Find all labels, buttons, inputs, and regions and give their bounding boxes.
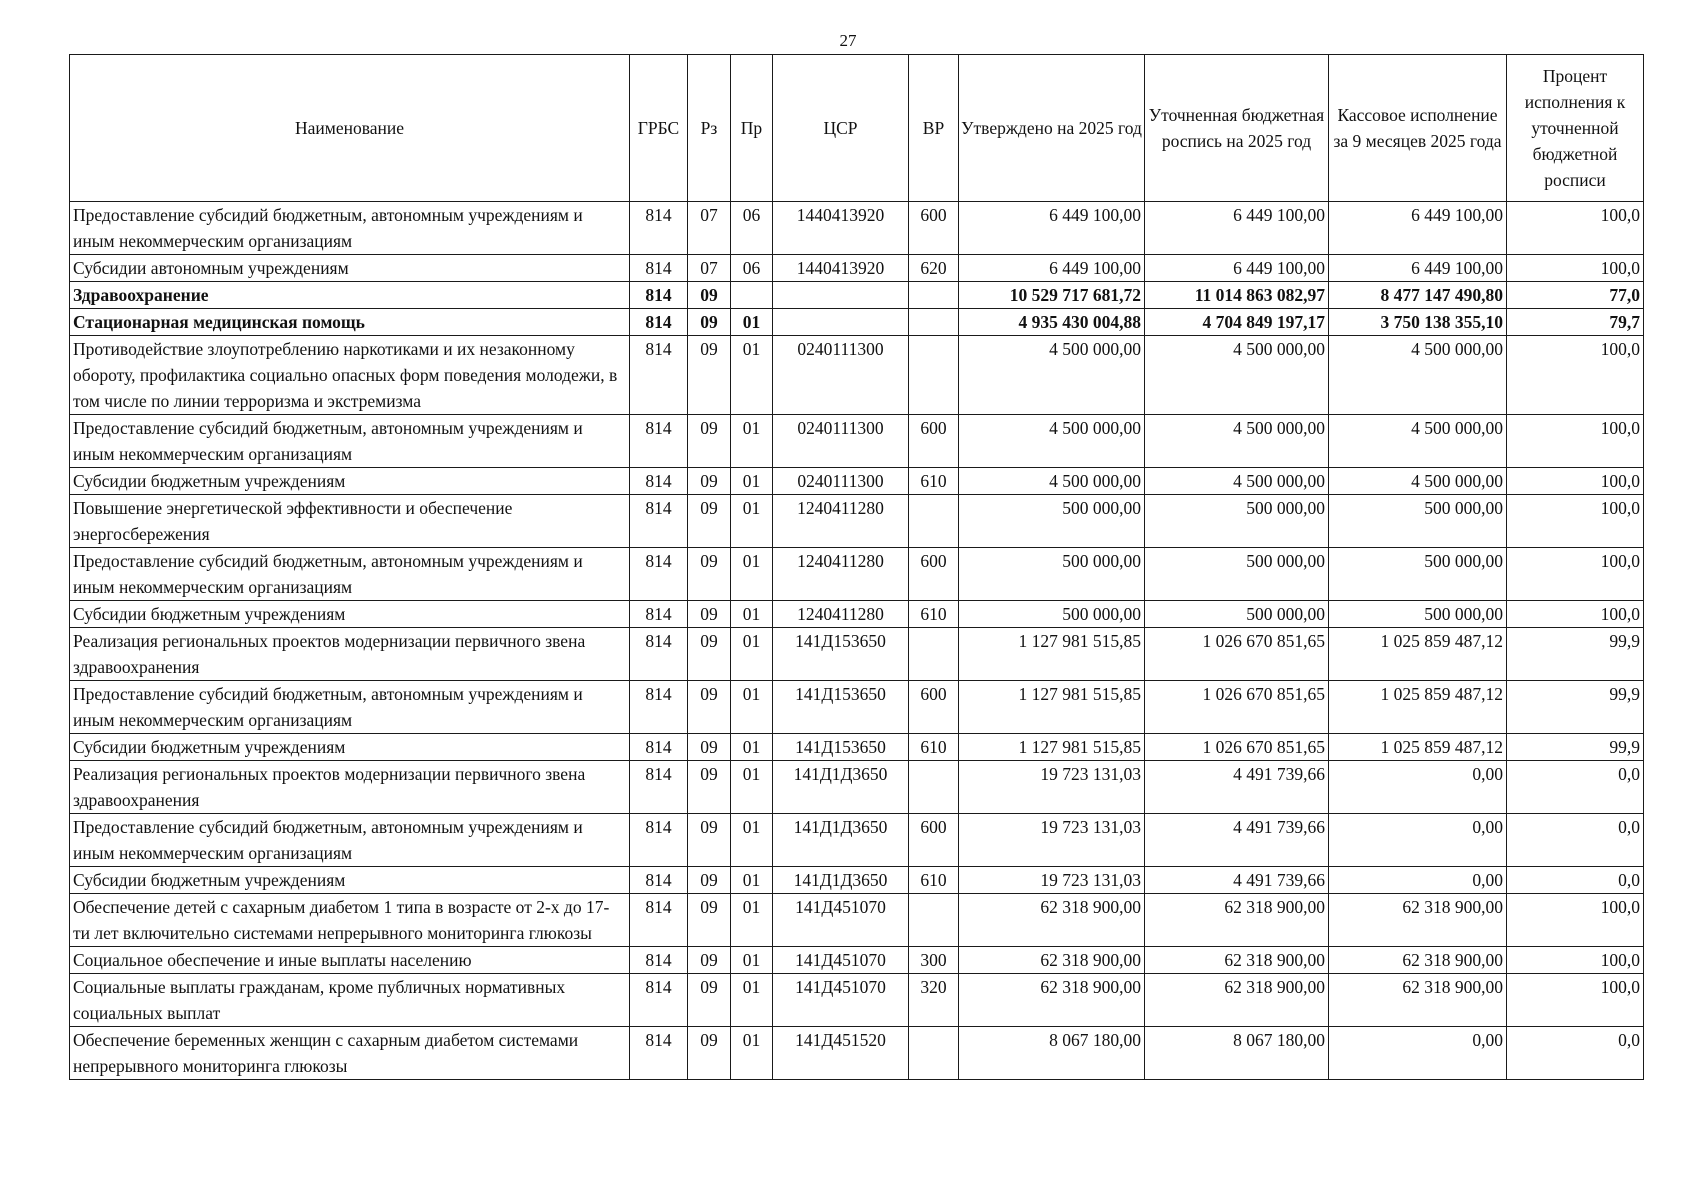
cell-refined: 1 026 670 851,65	[1145, 734, 1329, 761]
cell-percent: 100,0	[1507, 548, 1644, 601]
cell-percent: 100,0	[1507, 495, 1644, 548]
cell-csr: 1240411280	[773, 495, 909, 548]
cell-percent: 100,0	[1507, 336, 1644, 415]
cell-vr: 610	[909, 867, 959, 894]
cell-vr: 610	[909, 468, 959, 495]
cell-name: Реализация региональных проектов модернизации первичного звена здравоохранения	[70, 628, 630, 681]
cell-grbs: 814	[630, 814, 688, 867]
cell-rz: 09	[688, 894, 731, 947]
cell-approved: 1 127 981 515,85	[959, 681, 1145, 734]
cell-grbs: 814	[630, 255, 688, 282]
cell-rz: 07	[688, 255, 731, 282]
cell-executed: 1 025 859 487,12	[1329, 681, 1507, 734]
cell-name: Реализация региональных проектов модернизации первичного звена здравоохранения	[70, 761, 630, 814]
table-row	[70, 867, 1644, 894]
cell-grbs: 814	[630, 468, 688, 495]
table-row	[70, 255, 1644, 282]
table-row	[70, 468, 1644, 495]
cell-pr: 01	[731, 415, 773, 468]
cell-name: Субсидии бюджетным учреждениям	[70, 867, 630, 894]
cell-executed: 0,00	[1329, 1027, 1507, 1080]
cell-name: Предоставление субсидий бюджетным, автономным учреждениям и иным некоммерческим организациям	[70, 202, 630, 255]
cell-executed: 8 477 147 490,80	[1329, 282, 1507, 309]
cell-refined: 4 704 849 197,17	[1145, 309, 1329, 336]
cell-approved: 62 318 900,00	[959, 974, 1145, 1027]
cell-pr: 01	[731, 1027, 773, 1080]
cell-csr: 141Д451070	[773, 974, 909, 1027]
header-name: Наименование	[70, 55, 630, 202]
table-row	[70, 761, 1644, 814]
cell-grbs: 814	[630, 867, 688, 894]
cell-csr: 0240111300	[773, 336, 909, 415]
cell-grbs: 814	[630, 1027, 688, 1080]
cell-percent: 79,7	[1507, 309, 1644, 336]
cell-percent: 100,0	[1507, 601, 1644, 628]
cell-approved: 1 127 981 515,85	[959, 734, 1145, 761]
cell-csr: 1440413920	[773, 255, 909, 282]
cell-approved: 8 067 180,00	[959, 1027, 1145, 1080]
cell-csr: 1240411280	[773, 548, 909, 601]
cell-name: Субсидии бюджетным учреждениям	[70, 601, 630, 628]
cell-csr: 0240111300	[773, 415, 909, 468]
cell-pr: 01	[731, 814, 773, 867]
cell-percent: 0,0	[1507, 814, 1644, 867]
cell-refined: 62 318 900,00	[1145, 894, 1329, 947]
cell-rz: 09	[688, 548, 731, 601]
cell-csr: 141Д451520	[773, 1027, 909, 1080]
cell-vr: 320	[909, 974, 959, 1027]
cell-rz: 09	[688, 1027, 731, 1080]
cell-name: Стационарная медицинская помощь	[70, 309, 630, 336]
cell-csr: 141Д1Д3650	[773, 814, 909, 867]
table-row	[70, 681, 1644, 734]
header-pr: Пр	[731, 55, 773, 202]
cell-name: Субсидии автономным учреждениям	[70, 255, 630, 282]
cell-name: Социальные выплаты гражданам, кроме публичных нормативных социальных выплат	[70, 974, 630, 1027]
cell-executed: 0,00	[1329, 814, 1507, 867]
page-number: 27	[839, 31, 857, 50]
header-refined: Уточненная бюджетная роспись на 2025 год	[1145, 55, 1329, 202]
cell-rz: 09	[688, 309, 731, 336]
cell-grbs: 814	[630, 947, 688, 974]
table-row	[70, 814, 1644, 867]
cell-pr: 01	[731, 974, 773, 1027]
cell-approved: 19 723 131,03	[959, 867, 1145, 894]
cell-rz: 09	[688, 336, 731, 415]
cell-pr: 01	[731, 761, 773, 814]
cell-rz: 09	[688, 681, 731, 734]
cell-csr: 141Д451070	[773, 894, 909, 947]
table-row	[70, 495, 1644, 548]
cell-grbs: 814	[630, 734, 688, 761]
header-rz: Рз	[688, 55, 731, 202]
table-row	[70, 601, 1644, 628]
cell-vr	[909, 628, 959, 681]
cell-rz: 09	[688, 947, 731, 974]
header-percent: Процент исполнения к уточненной бюджетной росписи	[1507, 55, 1644, 202]
table-body	[70, 202, 1644, 1080]
cell-vr: 300	[909, 947, 959, 974]
cell-grbs: 814	[630, 415, 688, 468]
cell-vr: 600	[909, 814, 959, 867]
cell-percent: 100,0	[1507, 202, 1644, 255]
cell-refined: 4 491 739,66	[1145, 867, 1329, 894]
cell-refined: 8 067 180,00	[1145, 1027, 1329, 1080]
cell-name: Социальное обеспечение и иные выплаты населению	[70, 947, 630, 974]
cell-vr	[909, 495, 959, 548]
table-row	[70, 415, 1644, 468]
cell-percent: 100,0	[1507, 255, 1644, 282]
cell-vr: 620	[909, 255, 959, 282]
cell-approved: 6 449 100,00	[959, 202, 1145, 255]
cell-csr: 1440413920	[773, 202, 909, 255]
cell-csr	[773, 282, 909, 309]
cell-grbs: 814	[630, 974, 688, 1027]
cell-rz: 09	[688, 468, 731, 495]
cell-vr: 610	[909, 601, 959, 628]
cell-percent: 0,0	[1507, 1027, 1644, 1080]
cell-approved: 4 500 000,00	[959, 415, 1145, 468]
cell-refined: 500 000,00	[1145, 548, 1329, 601]
cell-rz: 09	[688, 734, 731, 761]
cell-refined: 4 500 000,00	[1145, 415, 1329, 468]
cell-vr	[909, 309, 959, 336]
cell-percent: 100,0	[1507, 894, 1644, 947]
cell-executed: 6 449 100,00	[1329, 202, 1507, 255]
cell-csr: 141Д153650	[773, 681, 909, 734]
cell-percent: 100,0	[1507, 415, 1644, 468]
cell-vr: 600	[909, 681, 959, 734]
cell-executed: 0,00	[1329, 867, 1507, 894]
cell-csr: 141Д1Д3650	[773, 867, 909, 894]
cell-pr: 01	[731, 495, 773, 548]
cell-executed: 4 500 000,00	[1329, 468, 1507, 495]
cell-vr: 600	[909, 202, 959, 255]
cell-grbs: 814	[630, 202, 688, 255]
cell-pr: 01	[731, 468, 773, 495]
cell-executed: 62 318 900,00	[1329, 974, 1507, 1027]
cell-grbs: 814	[630, 282, 688, 309]
cell-vr	[909, 1027, 959, 1080]
cell-approved: 19 723 131,03	[959, 761, 1145, 814]
cell-vr	[909, 894, 959, 947]
cell-approved: 500 000,00	[959, 495, 1145, 548]
cell-executed: 0,00	[1329, 761, 1507, 814]
cell-name: Субсидии бюджетным учреждениям	[70, 468, 630, 495]
cell-approved: 6 449 100,00	[959, 255, 1145, 282]
cell-name: Повышение энергетической эффективности и обеспечение энергосбережения	[70, 495, 630, 548]
header-approved: Утверждено на 2025 год	[959, 55, 1145, 202]
cell-refined: 6 449 100,00	[1145, 202, 1329, 255]
cell-rz: 09	[688, 282, 731, 309]
cell-pr: 06	[731, 255, 773, 282]
cell-name: Предоставление субсидий бюджетным, автономным учреждениям и иным некоммерческим организациям	[70, 681, 630, 734]
cell-percent: 99,9	[1507, 681, 1644, 734]
cell-rz: 09	[688, 628, 731, 681]
table-header-row	[70, 55, 1644, 202]
cell-executed: 6 449 100,00	[1329, 255, 1507, 282]
cell-approved: 500 000,00	[959, 548, 1145, 601]
cell-refined: 62 318 900,00	[1145, 947, 1329, 974]
table-row	[70, 282, 1644, 309]
cell-vr: 610	[909, 734, 959, 761]
header-csr: ЦСР	[773, 55, 909, 202]
cell-pr: 01	[731, 947, 773, 974]
table-row	[70, 974, 1644, 1027]
cell-refined: 4 500 000,00	[1145, 336, 1329, 415]
cell-refined: 1 026 670 851,65	[1145, 628, 1329, 681]
cell-approved: 4 500 000,00	[959, 468, 1145, 495]
cell-refined: 4 500 000,00	[1145, 468, 1329, 495]
cell-vr	[909, 282, 959, 309]
cell-executed: 4 500 000,00	[1329, 415, 1507, 468]
cell-approved: 62 318 900,00	[959, 894, 1145, 947]
cell-percent: 0,0	[1507, 867, 1644, 894]
cell-pr: 01	[731, 336, 773, 415]
cell-approved: 19 723 131,03	[959, 814, 1145, 867]
cell-percent: 99,9	[1507, 628, 1644, 681]
cell-pr: 01	[731, 681, 773, 734]
cell-pr: 01	[731, 628, 773, 681]
cell-rz: 09	[688, 867, 731, 894]
budget-table	[69, 54, 1644, 1080]
header-grbs: ГРБС	[630, 55, 688, 202]
cell-percent: 0,0	[1507, 761, 1644, 814]
cell-rz: 09	[688, 601, 731, 628]
cell-csr: 141Д1Д3650	[773, 761, 909, 814]
cell-refined: 4 491 739,66	[1145, 761, 1329, 814]
cell-grbs: 814	[630, 336, 688, 415]
cell-refined: 62 318 900,00	[1145, 974, 1329, 1027]
table-row	[70, 734, 1644, 761]
cell-pr	[731, 282, 773, 309]
cell-rz: 09	[688, 761, 731, 814]
cell-name: Субсидии бюджетным учреждениям	[70, 734, 630, 761]
cell-pr: 06	[731, 202, 773, 255]
cell-executed: 62 318 900,00	[1329, 947, 1507, 974]
cell-grbs: 814	[630, 894, 688, 947]
cell-csr: 1240411280	[773, 601, 909, 628]
cell-vr	[909, 336, 959, 415]
cell-refined: 1 026 670 851,65	[1145, 681, 1329, 734]
cell-name: Предоставление субсидий бюджетным, автономным учреждениям и иным некоммерческим организациям	[70, 814, 630, 867]
cell-csr	[773, 309, 909, 336]
header-vr: ВР	[909, 55, 959, 202]
cell-executed: 4 500 000,00	[1329, 336, 1507, 415]
cell-refined: 11 014 863 082,97	[1145, 282, 1329, 309]
cell-vr: 600	[909, 548, 959, 601]
cell-grbs: 814	[630, 628, 688, 681]
cell-csr: 141Д153650	[773, 628, 909, 681]
cell-executed: 3 750 138 355,10	[1329, 309, 1507, 336]
cell-rz: 07	[688, 202, 731, 255]
cell-pr: 01	[731, 867, 773, 894]
table-row	[70, 202, 1644, 255]
cell-grbs: 814	[630, 761, 688, 814]
cell-pr: 01	[731, 734, 773, 761]
cell-refined: 6 449 100,00	[1145, 255, 1329, 282]
cell-csr: 141Д153650	[773, 734, 909, 761]
cell-grbs: 814	[630, 495, 688, 548]
cell-approved: 10 529 717 681,72	[959, 282, 1145, 309]
cell-refined: 500 000,00	[1145, 601, 1329, 628]
cell-percent: 100,0	[1507, 468, 1644, 495]
cell-executed: 1 025 859 487,12	[1329, 734, 1507, 761]
cell-executed: 500 000,00	[1329, 495, 1507, 548]
header-executed: Кассовое исполнение за 9 месяцев 2025 года	[1329, 55, 1507, 202]
cell-grbs: 814	[630, 681, 688, 734]
cell-pr: 01	[731, 601, 773, 628]
cell-csr: 0240111300	[773, 468, 909, 495]
cell-rz: 09	[688, 974, 731, 1027]
cell-name: Предоставление субсидий бюджетным, автономным учреждениям и иным некоммерческим организациям	[70, 548, 630, 601]
cell-vr	[909, 761, 959, 814]
cell-csr: 141Д451070	[773, 947, 909, 974]
cell-executed: 500 000,00	[1329, 548, 1507, 601]
cell-executed: 62 318 900,00	[1329, 894, 1507, 947]
cell-vr: 600	[909, 415, 959, 468]
cell-name: Противодействие злоупотреблению наркотиками и их незаконному обороту, профилактика социально опасных форм поведения молодежи, в том числе по линии терроризма и экстремизма	[70, 336, 630, 415]
table-row	[70, 1027, 1644, 1080]
table-row	[70, 548, 1644, 601]
cell-pr: 01	[731, 548, 773, 601]
cell-grbs: 814	[630, 601, 688, 628]
cell-percent: 100,0	[1507, 974, 1644, 1027]
cell-name: Здравоохранение	[70, 282, 630, 309]
cell-percent: 99,9	[1507, 734, 1644, 761]
table-row	[70, 947, 1644, 974]
cell-name: Предоставление субсидий бюджетным, автономным учреждениям и иным некоммерческим организациям	[70, 415, 630, 468]
cell-grbs: 814	[630, 309, 688, 336]
cell-rz: 09	[688, 814, 731, 867]
cell-approved: 62 318 900,00	[959, 947, 1145, 974]
cell-refined: 4 491 739,66	[1145, 814, 1329, 867]
table-row	[70, 309, 1644, 336]
cell-rz: 09	[688, 495, 731, 548]
cell-executed: 500 000,00	[1329, 601, 1507, 628]
cell-pr: 01	[731, 894, 773, 947]
cell-approved: 500 000,00	[959, 601, 1145, 628]
cell-grbs: 814	[630, 548, 688, 601]
cell-approved: 1 127 981 515,85	[959, 628, 1145, 681]
cell-refined: 500 000,00	[1145, 495, 1329, 548]
table-row	[70, 336, 1644, 415]
cell-percent: 77,0	[1507, 282, 1644, 309]
cell-pr: 01	[731, 309, 773, 336]
table-row	[70, 894, 1644, 947]
cell-rz: 09	[688, 415, 731, 468]
table-row	[70, 628, 1644, 681]
cell-percent: 100,0	[1507, 947, 1644, 974]
cell-name: Обеспечение беременных женщин с сахарным диабетом системами непрерывного мониторинга глюкозы	[70, 1027, 630, 1080]
cell-name: Обеспечение детей с сахарным диабетом 1 типа в возрасте от 2-х до 17-ти лет включительно системами непрерывного мониторинга глюкозы	[70, 894, 630, 947]
cell-executed: 1 025 859 487,12	[1329, 628, 1507, 681]
cell-approved: 4 935 430 004,88	[959, 309, 1145, 336]
cell-approved: 4 500 000,00	[959, 336, 1145, 415]
